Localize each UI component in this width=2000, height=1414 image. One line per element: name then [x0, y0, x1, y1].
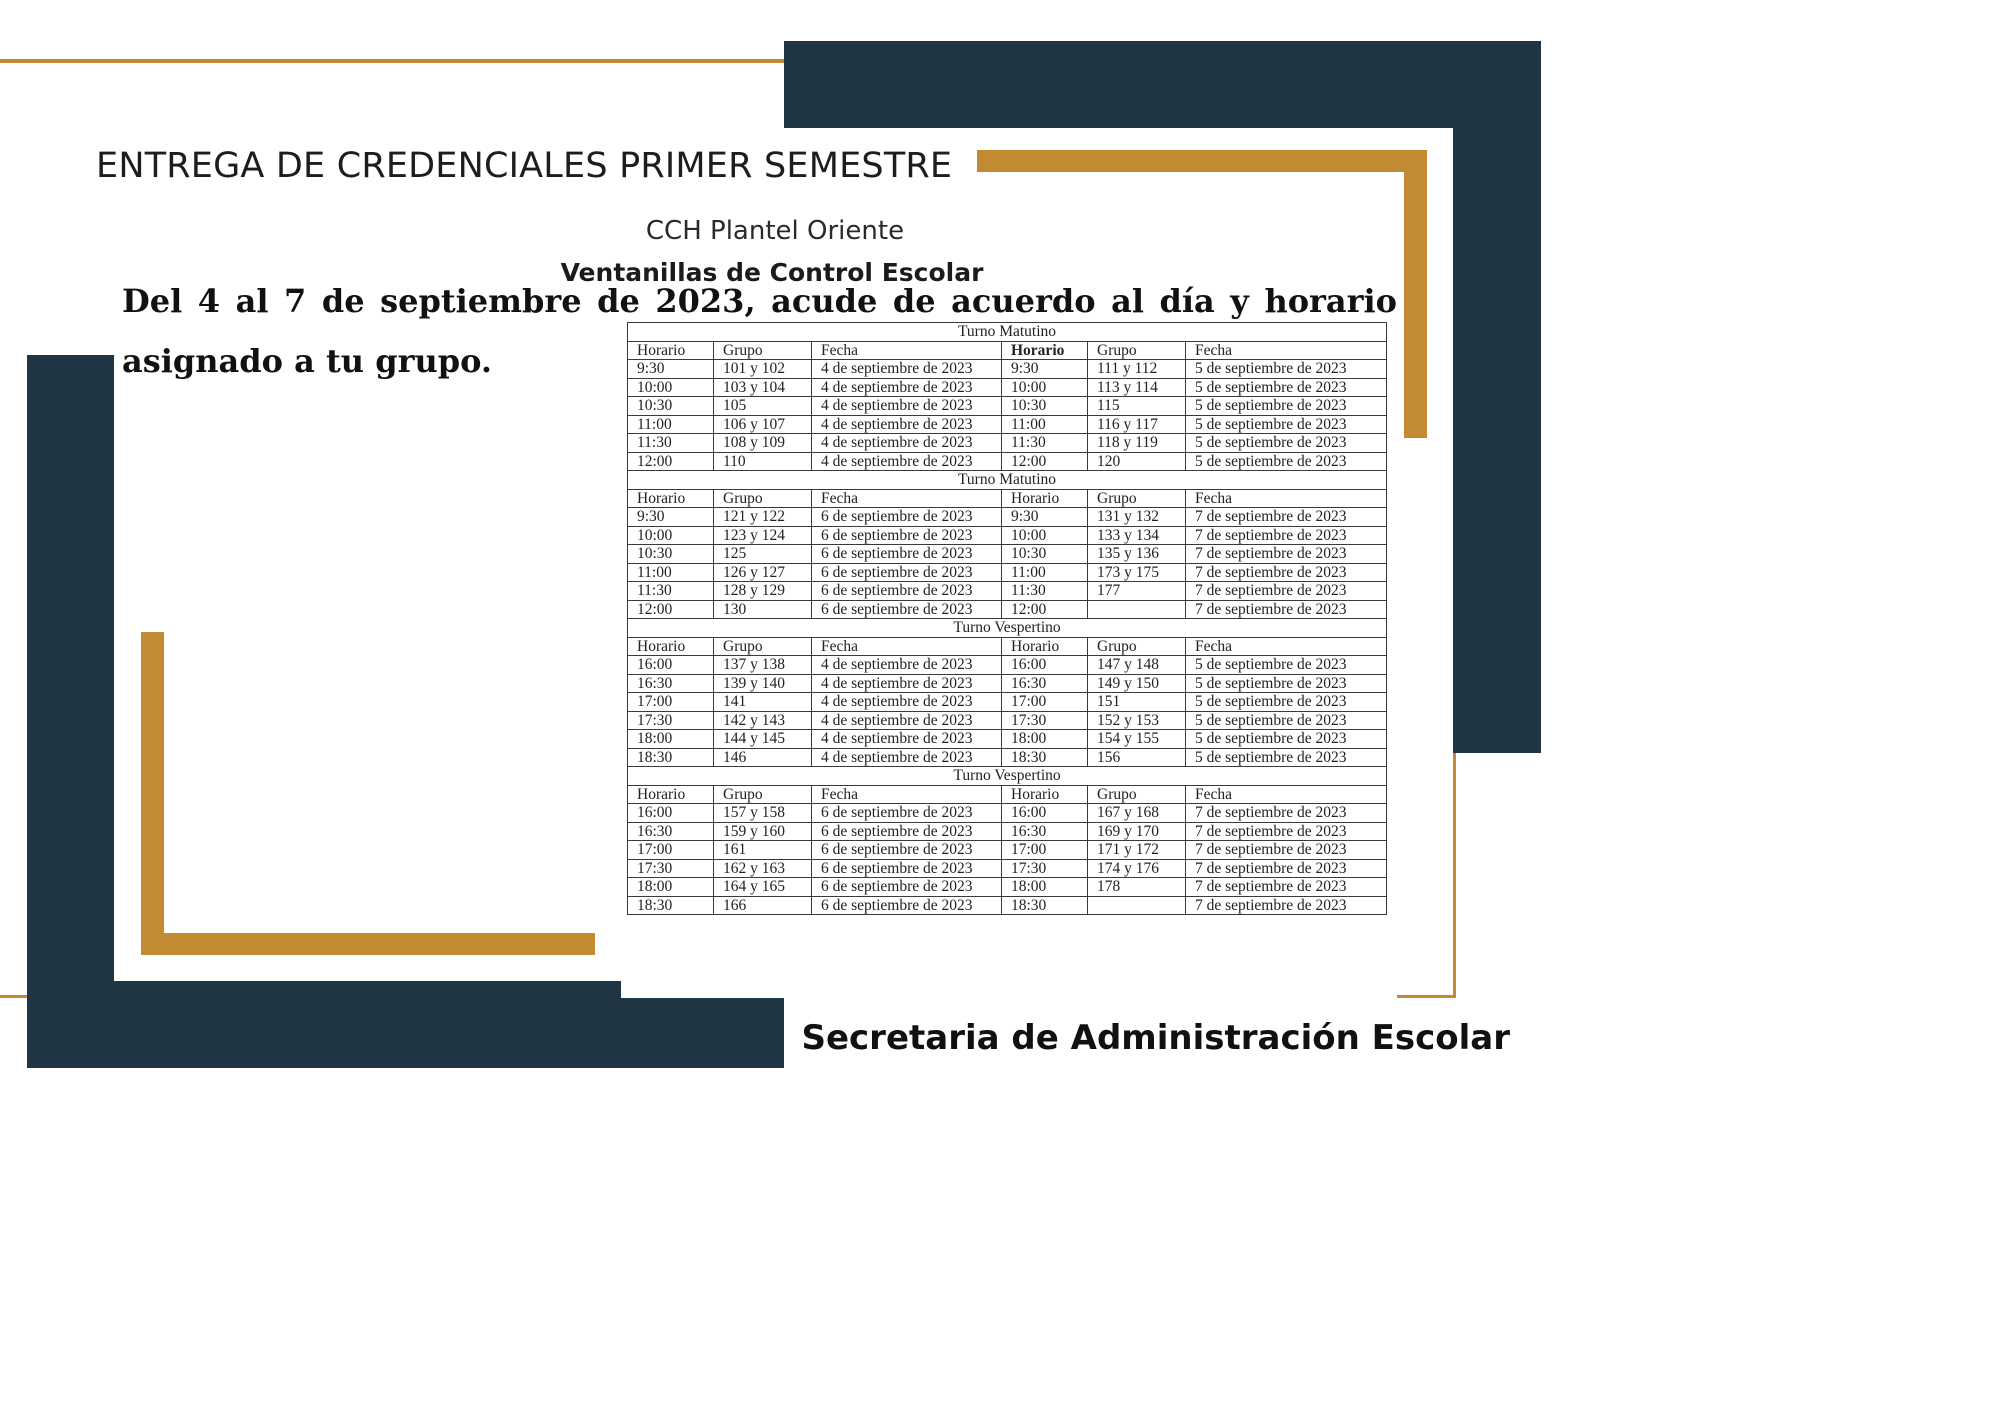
column-header: Grupo: [714, 489, 812, 508]
table-cell: 4 de septiembre de 2023: [812, 656, 1002, 675]
table-cell: 125: [714, 545, 812, 564]
table-cell: 137 y 138: [714, 656, 812, 675]
column-header: Grupo: [714, 341, 812, 360]
table-cell: 7 de septiembre de 2023: [1186, 563, 1387, 582]
table-cell: 12:00: [628, 600, 714, 619]
table-cell: 17:30: [1002, 711, 1088, 730]
column-header: Horario: [1002, 785, 1088, 804]
table-cell: 16:00: [1002, 656, 1088, 675]
table-row: [628, 378, 1387, 397]
column-header: Fecha: [1186, 637, 1387, 656]
gold-thin-bottom-right: [1396, 995, 1456, 998]
table-row: [628, 693, 1387, 712]
column-header: Grupo: [1088, 341, 1186, 360]
intro-line-2: asignado a tu grupo.: [122, 342, 492, 380]
table-cell: 5 de septiembre de 2023: [1186, 378, 1387, 397]
table-row: [628, 859, 1387, 878]
table-cell: 5 de septiembre de 2023: [1186, 434, 1387, 453]
table-cell: 147 y 148: [1088, 656, 1186, 675]
table-cell: 144 y 145: [714, 730, 812, 749]
gold-thin-bottom-left: [0, 995, 30, 998]
column-header: Fecha: [812, 489, 1002, 508]
table-cell: 105: [714, 397, 812, 416]
gold-frame-right-vertical: [1404, 150, 1427, 438]
table-cell: 11:00: [628, 563, 714, 582]
table-cell: 4 de septiembre de 2023: [812, 360, 1002, 379]
table-cell: 11:30: [1002, 582, 1088, 601]
table-cell: 10:30: [1002, 397, 1088, 416]
section-title-row: [628, 471, 1387, 490]
table-cell: 9:30: [628, 508, 714, 527]
column-header: Grupo: [1088, 785, 1186, 804]
table-cell: 103 y 104: [714, 378, 812, 397]
column-header: Fecha: [1186, 489, 1387, 508]
table-cell: 6 de septiembre de 2023: [812, 841, 1002, 860]
table-cell: 157 y 158: [714, 804, 812, 823]
table-row: [628, 748, 1387, 767]
table-row: [628, 804, 1387, 823]
gold-frame-right-top: [977, 150, 1427, 172]
gold-frame-left-vertical: [141, 632, 164, 955]
table-cell: 10:30: [1002, 545, 1088, 564]
table-cell: 6 de septiembre de 2023: [812, 508, 1002, 527]
table-cell: 6 de septiembre de 2023: [812, 563, 1002, 582]
table-row: [628, 711, 1387, 730]
schedule-table-body: [628, 323, 1387, 915]
table-cell: 5 de septiembre de 2023: [1186, 397, 1387, 416]
column-header: Grupo: [714, 785, 812, 804]
section-title-row: [628, 767, 1387, 786]
table-cell: 12:00: [628, 452, 714, 471]
column-header: Fecha: [812, 785, 1002, 804]
table-cell: 10:00: [628, 378, 714, 397]
table-cell: [1088, 600, 1186, 619]
top-gold-line: [0, 59, 790, 63]
footer-signature: Secretaria de Administración Escolar: [801, 1018, 1510, 1058]
table-cell: 159 y 160: [714, 822, 812, 841]
table-cell: 16:00: [628, 804, 714, 823]
table-cell: 11:30: [628, 434, 714, 453]
table-cell: 7 de septiembre de 2023: [1186, 859, 1387, 878]
table-cell: 4 de septiembre de 2023: [812, 674, 1002, 693]
table-cell: 5 de septiembre de 2023: [1186, 674, 1387, 693]
table-cell: 7 de septiembre de 2023: [1186, 526, 1387, 545]
table-cell: 123 y 124: [714, 526, 812, 545]
table-row: [628, 656, 1387, 675]
table-cell: 4 de septiembre de 2023: [812, 378, 1002, 397]
table-cell: 6 de septiembre de 2023: [812, 526, 1002, 545]
table-cell: 128 y 129: [714, 582, 812, 601]
table-cell: 141: [714, 693, 812, 712]
table-row: [628, 600, 1387, 619]
table-cell: 18:30: [628, 896, 714, 915]
table-row: [628, 563, 1387, 582]
table-cell: 5 de septiembre de 2023: [1186, 693, 1387, 712]
column-header: Horario: [628, 637, 714, 656]
table-cell: 7 de septiembre de 2023: [1186, 804, 1387, 823]
table-row: [628, 434, 1387, 453]
column-header: Horario: [1002, 341, 1088, 360]
table-cell: 4 de septiembre de 2023: [812, 397, 1002, 416]
table-cell: 16:30: [1002, 822, 1088, 841]
table-cell: 4 de septiembre de 2023: [812, 711, 1002, 730]
table-cell: 121 y 122: [714, 508, 812, 527]
table-cell: 5 de septiembre de 2023: [1186, 415, 1387, 434]
table-row: [628, 545, 1387, 564]
table-cell: 142 y 143: [714, 711, 812, 730]
table-cell: 17:30: [628, 711, 714, 730]
table-cell: 18:00: [1002, 730, 1088, 749]
table-row: [628, 415, 1387, 434]
table-cell: 4 de septiembre de 2023: [812, 730, 1002, 749]
table-cell: 10:00: [1002, 526, 1088, 545]
table-cell: 6 de septiembre de 2023: [812, 859, 1002, 878]
table-cell: 6 de septiembre de 2023: [812, 600, 1002, 619]
column-header-row: [628, 341, 1387, 360]
table-cell: [1088, 896, 1186, 915]
table-cell: 4 de septiembre de 2023: [812, 693, 1002, 712]
table-cell: 18:30: [1002, 896, 1088, 915]
table-cell: 152 y 153: [1088, 711, 1186, 730]
table-cell: 7 de septiembre de 2023: [1186, 600, 1387, 619]
table-row: [628, 841, 1387, 860]
office-name: Ventanillas de Control Escolar: [560, 258, 984, 287]
table-cell: 17:00: [1002, 693, 1088, 712]
table-cell: 10:30: [628, 397, 714, 416]
table-cell: 6 de septiembre de 2023: [812, 896, 1002, 915]
table-cell: 6 de septiembre de 2023: [812, 804, 1002, 823]
table-cell: 4 de septiembre de 2023: [812, 452, 1002, 471]
table-cell: 167 y 168: [1088, 804, 1186, 823]
table-cell: 171 y 172: [1088, 841, 1186, 860]
table-row: [628, 582, 1387, 601]
table-cell: 169 y 170: [1088, 822, 1186, 841]
table-cell: 7 de septiembre de 2023: [1186, 841, 1387, 860]
table-cell: 6 de septiembre de 2023: [812, 822, 1002, 841]
table-cell: 7 de septiembre de 2023: [1186, 582, 1387, 601]
table-cell: 6 de septiembre de 2023: [812, 878, 1002, 897]
table-cell: 11:00: [1002, 563, 1088, 582]
table-cell: 5 de septiembre de 2023: [1186, 360, 1387, 379]
column-header: Fecha: [1186, 785, 1387, 804]
table-cell: 11:00: [628, 415, 714, 434]
table-cell: 139 y 140: [714, 674, 812, 693]
table-cell: 115: [1088, 397, 1186, 416]
table-cell: 16:30: [1002, 674, 1088, 693]
table-cell: 17:30: [1002, 859, 1088, 878]
column-header: Grupo: [714, 637, 812, 656]
table-cell: 178: [1088, 878, 1186, 897]
table-cell: 116 y 117: [1088, 415, 1186, 434]
table-row: [628, 896, 1387, 915]
table-cell: 18:00: [628, 878, 714, 897]
table-row: [628, 730, 1387, 749]
table-cell: 7 de septiembre de 2023: [1186, 822, 1387, 841]
gold-frame-left-bottom: [141, 933, 595, 955]
table-row: [628, 452, 1387, 471]
table-cell: 7 de septiembre de 2023: [1186, 896, 1387, 915]
column-header: Horario: [1002, 637, 1088, 656]
table-cell: 12:00: [1002, 600, 1088, 619]
table-cell: 10:30: [628, 545, 714, 564]
section-title: Turno Vespertino: [628, 619, 1387, 638]
table-cell: 11:00: [1002, 415, 1088, 434]
table-cell: 101 y 102: [714, 360, 812, 379]
column-header: Horario: [628, 785, 714, 804]
section-title: Turno Matutino: [628, 471, 1387, 490]
column-header-row: [628, 489, 1387, 508]
section-title: Turno Vespertino: [628, 767, 1387, 786]
section-title-row: [628, 619, 1387, 638]
column-header: Fecha: [812, 341, 1002, 360]
section-title-row: [628, 323, 1387, 342]
table-cell: 111 y 112: [1088, 360, 1186, 379]
table-row: [628, 822, 1387, 841]
table-cell: 16:00: [1002, 804, 1088, 823]
table-cell: 6 de septiembre de 2023: [812, 582, 1002, 601]
table-cell: 161: [714, 841, 812, 860]
table-cell: 7 de septiembre de 2023: [1186, 508, 1387, 527]
table-cell: 120: [1088, 452, 1186, 471]
column-header: Grupo: [1088, 489, 1186, 508]
table-cell: 4 de septiembre de 2023: [812, 748, 1002, 767]
table-cell: 10:00: [628, 526, 714, 545]
table-cell: 166: [714, 896, 812, 915]
table-cell: 110: [714, 452, 812, 471]
table-cell: 5 de septiembre de 2023: [1186, 656, 1387, 675]
table-cell: 11:30: [628, 582, 714, 601]
table-cell: 5 de septiembre de 2023: [1186, 748, 1387, 767]
table-cell: 106 y 107: [714, 415, 812, 434]
table-cell: 173 y 175: [1088, 563, 1186, 582]
table-row: [628, 508, 1387, 527]
table-cell: 18:30: [1002, 748, 1088, 767]
table-cell: 4 de septiembre de 2023: [812, 415, 1002, 434]
table-cell: 5 de septiembre de 2023: [1186, 730, 1387, 749]
table-cell: 18:30: [628, 748, 714, 767]
table-cell: 5 de septiembre de 2023: [1186, 711, 1387, 730]
schedule-table: [627, 322, 1387, 915]
table-cell: 16:30: [628, 822, 714, 841]
column-header: Horario: [628, 489, 714, 508]
column-header: Horario: [628, 341, 714, 360]
table-cell: 133 y 134: [1088, 526, 1186, 545]
column-header-row: [628, 785, 1387, 804]
table-cell: 146: [714, 748, 812, 767]
table-cell: 16:30: [628, 674, 714, 693]
table-row: [628, 360, 1387, 379]
intro-line-1: Del 4 al 7 de septiembre de 2023, acude de acuerdo al día y horario: [122, 282, 1397, 320]
table-cell: 162 y 163: [714, 859, 812, 878]
table-row: [628, 878, 1387, 897]
table-cell: 130: [714, 600, 812, 619]
table-cell: 113 y 114: [1088, 378, 1186, 397]
table-cell: 17:00: [628, 693, 714, 712]
table-cell: 154 y 155: [1088, 730, 1186, 749]
table-cell: 156: [1088, 748, 1186, 767]
table-cell: 118 y 119: [1088, 434, 1186, 453]
table-row: [628, 526, 1387, 545]
table-cell: 17:00: [1002, 841, 1088, 860]
table-cell: 9:30: [1002, 508, 1088, 527]
table-cell: 6 de septiembre de 2023: [812, 545, 1002, 564]
table-cell: 177: [1088, 582, 1186, 601]
page-title: ENTREGA DE CREDENCIALES PRIMER SEMESTRE: [96, 146, 953, 186]
column-header: Horario: [1002, 489, 1088, 508]
gold-thin-right-vertical: [1453, 753, 1456, 998]
school-name: CCH Plantel Oriente: [645, 216, 905, 246]
table-cell: 135 y 136: [1088, 545, 1186, 564]
table-cell: 7 de septiembre de 2023: [1186, 878, 1387, 897]
table-cell: 4 de septiembre de 2023: [812, 434, 1002, 453]
table-cell: 174 y 176: [1088, 859, 1186, 878]
table-cell: 149 y 150: [1088, 674, 1186, 693]
column-header: Grupo: [1088, 637, 1186, 656]
left-navy-block: [27, 355, 114, 1068]
table-row: [628, 674, 1387, 693]
table-cell: 18:00: [1002, 878, 1088, 897]
column-header: Fecha: [812, 637, 1002, 656]
table-cell: 5 de septiembre de 2023: [1186, 452, 1387, 471]
table-cell: 10:00: [1002, 378, 1088, 397]
table-cell: 11:30: [1002, 434, 1088, 453]
column-header-row: [628, 637, 1387, 656]
table-cell: 16:00: [628, 656, 714, 675]
table-cell: 17:30: [628, 859, 714, 878]
table-cell: 7 de septiembre de 2023: [1186, 545, 1387, 564]
table-cell: 151: [1088, 693, 1186, 712]
table-cell: 18:00: [628, 730, 714, 749]
table-cell: 9:30: [628, 360, 714, 379]
section-title: Turno Matutino: [628, 323, 1387, 342]
table-cell: 12:00: [1002, 452, 1088, 471]
table-row: [628, 397, 1387, 416]
table-cell: 17:00: [628, 841, 714, 860]
table-cell: 108 y 109: [714, 434, 812, 453]
table-cell: 131 y 132: [1088, 508, 1186, 527]
table-cell: 9:30: [1002, 360, 1088, 379]
table-cell: 126 y 127: [714, 563, 812, 582]
table-cell: 164 y 165: [714, 878, 812, 897]
column-header: Fecha: [1186, 341, 1387, 360]
